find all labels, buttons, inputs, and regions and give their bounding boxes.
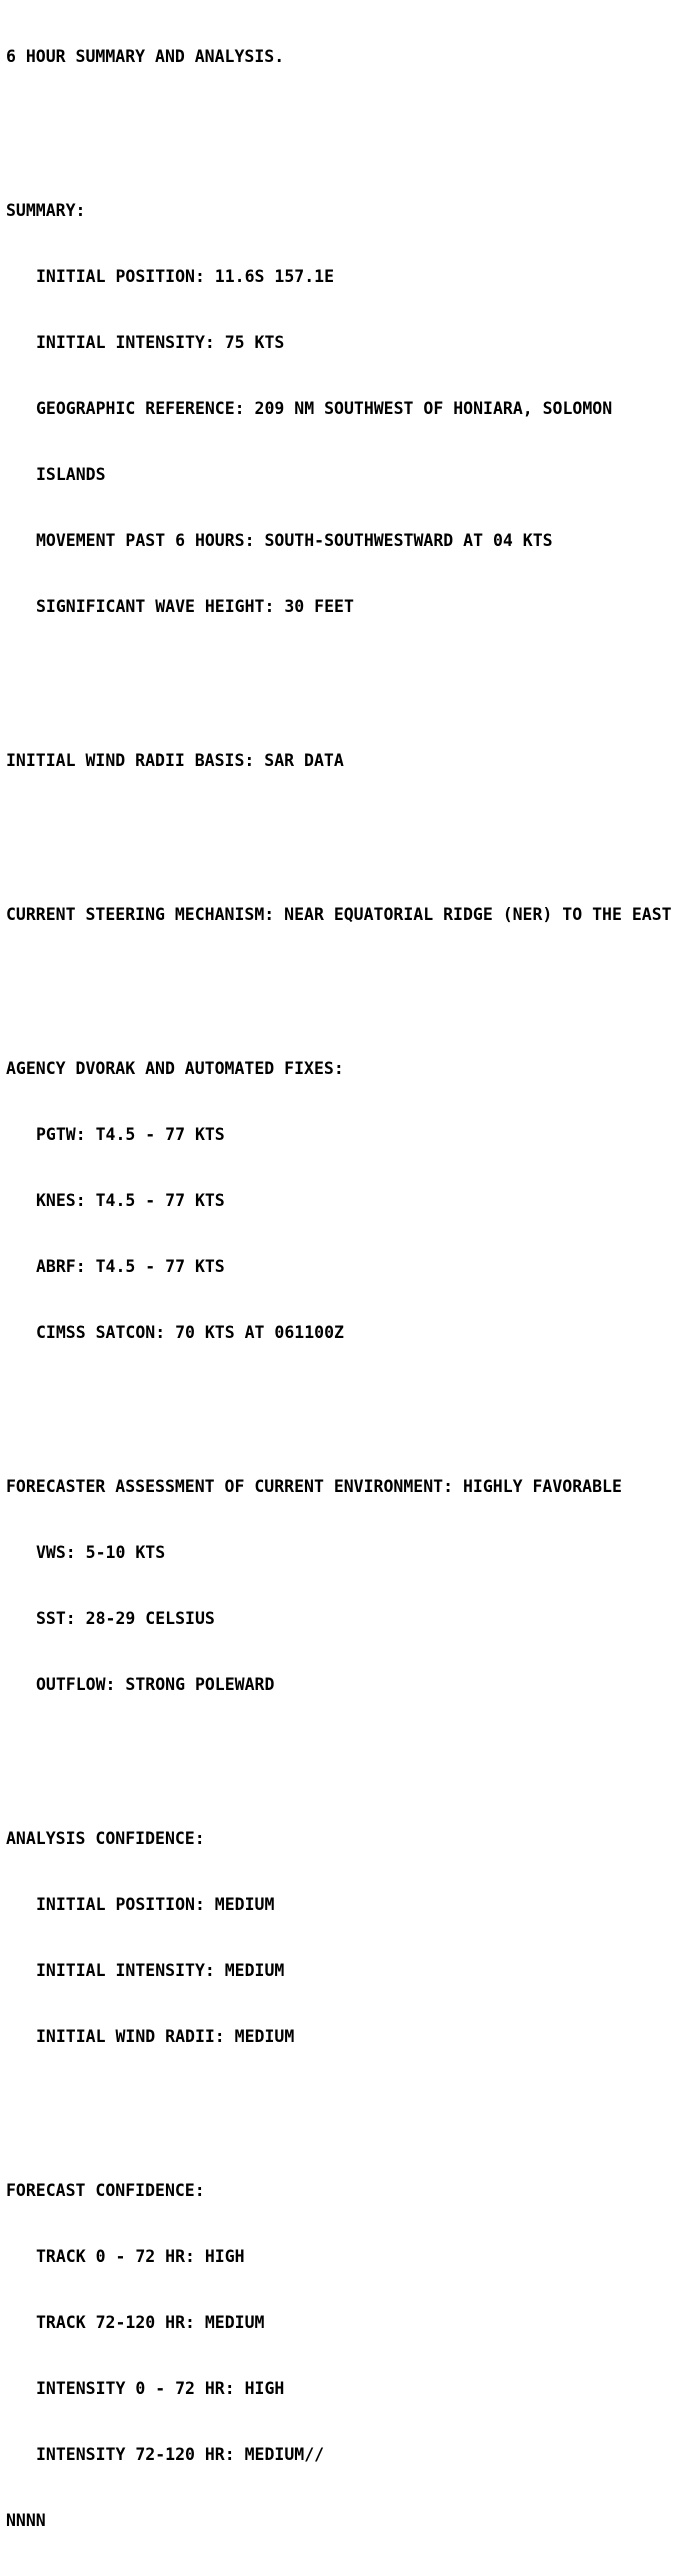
analysis-confidence-item: INITIAL WIND RADII: MEDIUM (36, 2027, 295, 2046)
summary-initial-intensity: INITIAL INTENSITY: 75 KTS (36, 333, 285, 352)
forecast-confidence-heading: FORECAST CONFIDENCE: (6, 2181, 205, 2200)
blank-line (6, 1740, 672, 1762)
forecast-confidence-item: TRACK 0 - 72 HR: HIGH (36, 2247, 245, 2266)
environment-item: VWS: 5-10 KTS (36, 1543, 166, 1562)
steering-mechanism: CURRENT STEERING MECHANISM: NEAR EQUATORIAL RIDGE (NER) TO THE EAST (6, 905, 672, 924)
wind-radii-basis: INITIAL WIND RADII BASIS: SAR DATA (6, 751, 344, 770)
bulletin-footer: NNNN (6, 2511, 46, 2530)
forecast-confidence-item: TRACK 72-120 HR: MEDIUM (36, 2313, 265, 2332)
bulletin-header: 6 HOUR SUMMARY AND ANALYSIS. (6, 47, 285, 66)
environment-item: SST: 28-29 CELSIUS (36, 1609, 215, 1628)
analysis-confidence-heading: ANALYSIS CONFIDENCE: (6, 1829, 205, 1848)
environment-item: OUTFLOW: STRONG POLEWARD (36, 1675, 275, 1694)
summary-initial-position: INITIAL POSITION: 11.6S 157.1E (36, 267, 335, 286)
summary-geographic-reference-cont: ISLANDS (36, 465, 106, 484)
blank-line (6, 662, 672, 684)
fix-item: PGTW: T4.5 - 77 KTS (36, 1125, 225, 1144)
analysis-confidence-item: INITIAL INTENSITY: MEDIUM (36, 1961, 285, 1980)
fix-item: ABRF: T4.5 - 77 KTS (36, 1257, 225, 1276)
blank-line (6, 112, 672, 134)
summary-movement: MOVEMENT PAST 6 HOURS: SOUTH-SOUTHWESTWARD AT 04 KTS (36, 531, 553, 550)
fixes-heading: AGENCY DVORAK AND AUTOMATED FIXES: (6, 1059, 344, 1078)
blank-line (6, 816, 672, 838)
bulletin-document (6, 2, 672, 2554)
blank-line (6, 2092, 672, 2114)
blank-line (6, 1388, 672, 1410)
blank-line (6, 970, 672, 992)
fix-item: KNES: T4.5 - 77 KTS (36, 1191, 225, 1210)
analysis-confidence-item: INITIAL POSITION: MEDIUM (36, 1895, 275, 1914)
summary-heading: SUMMARY: (6, 201, 86, 220)
summary-geographic-reference: GEOGRAPHIC REFERENCE: 209 NM SOUTHWEST OF HONIARA, SOLOMON (36, 399, 613, 418)
forecast-confidence-item: INTENSITY 72-120 HR: MEDIUM// (36, 2445, 325, 2464)
environment-heading: FORECASTER ASSESSMENT OF CURRENT ENVIRONMENT: HIGHLY FAVORABLE (6, 1477, 622, 1496)
fix-item: CIMSS SATCON: 70 KTS AT 061100Z (36, 1323, 344, 1342)
summary-wave-height: SIGNIFICANT WAVE HEIGHT: 30 FEET (36, 597, 354, 616)
forecast-confidence-item: INTENSITY 0 - 72 HR: HIGH (36, 2379, 285, 2398)
